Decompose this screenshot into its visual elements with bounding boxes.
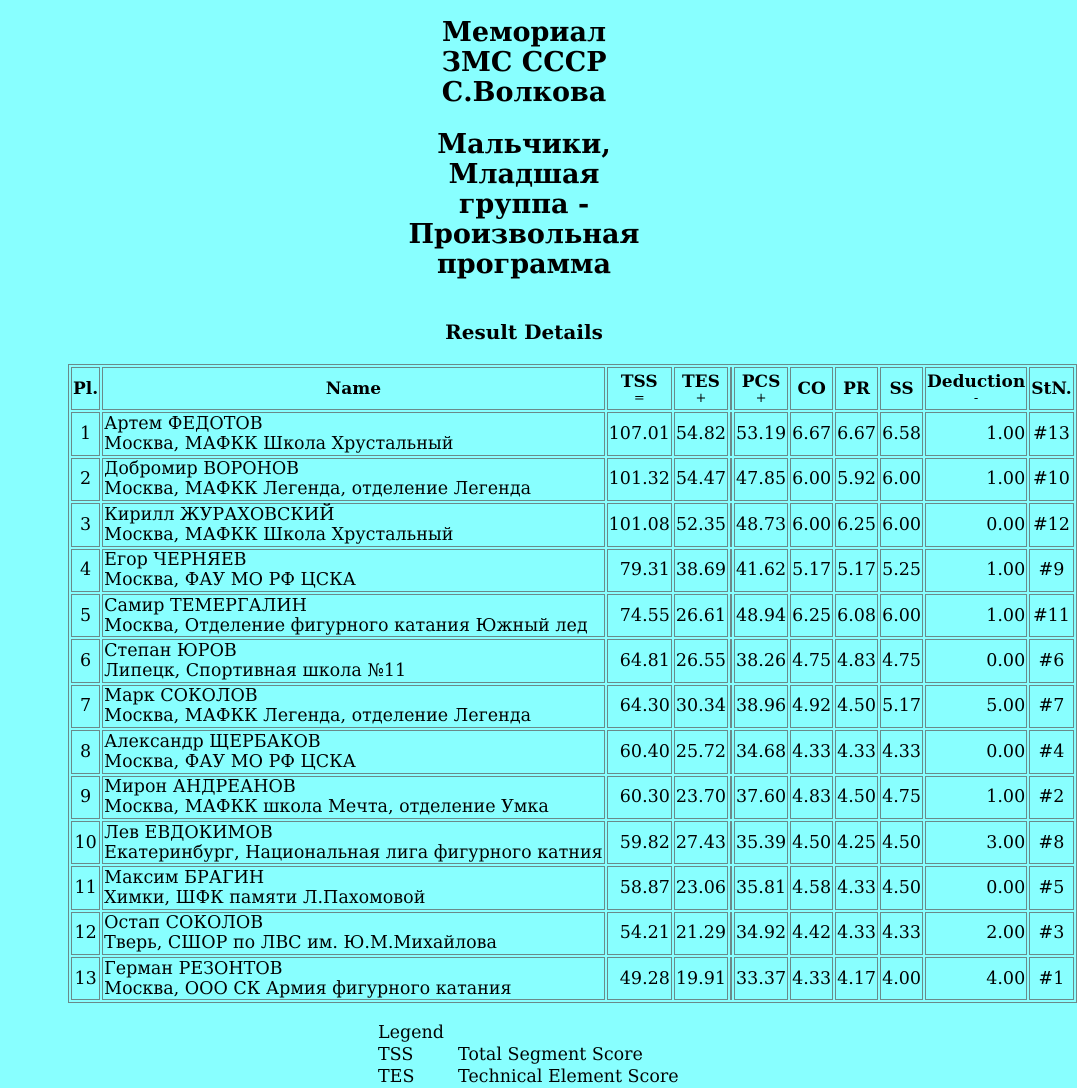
subtitle-line-2: Младшая bbox=[448, 159, 600, 190]
pr-cell: 4.25 bbox=[835, 821, 878, 864]
table-row bbox=[71, 866, 1074, 909]
skater-name: Герман РЕЗОНТОВ bbox=[104, 958, 283, 979]
pcs-cell: 41.62 bbox=[734, 549, 788, 592]
tes-cell: 23.06 bbox=[674, 866, 728, 909]
tes-cell: 23.70 bbox=[674, 776, 728, 819]
pcs-cell: 38.96 bbox=[734, 685, 788, 728]
spacer-cell bbox=[730, 821, 732, 864]
page-heading bbox=[0, 18, 1048, 280]
co-cell: 4.50 bbox=[790, 821, 833, 864]
deduction-cell: 1.00 bbox=[925, 549, 1027, 592]
header-co: CO bbox=[790, 367, 833, 410]
place-cell: 2 bbox=[71, 458, 100, 501]
skater-name: Кирилл ЖУРАХОВСКИЙ bbox=[104, 504, 335, 525]
spacer-cell bbox=[730, 458, 732, 501]
header-row bbox=[71, 367, 1074, 410]
deduction-cell: 4.00 bbox=[925, 957, 1027, 1000]
skater-club: Москва, МАФКК школа Мечта, отделение Умка bbox=[104, 797, 549, 818]
co-cell: 4.42 bbox=[790, 912, 833, 955]
ss-cell: 6.00 bbox=[880, 503, 923, 546]
spacer-cell bbox=[730, 685, 732, 728]
skater-club: Москва, ФАУ МО РФ ЦСКА bbox=[104, 570, 356, 591]
deduction-cell: 1.00 bbox=[925, 594, 1027, 637]
tes-cell: 30.34 bbox=[674, 685, 728, 728]
tes-cell: 26.61 bbox=[674, 594, 728, 637]
deduction-cell: 0.00 bbox=[925, 503, 1027, 546]
tes-cell: 25.72 bbox=[674, 730, 728, 773]
pcs-cell: 34.68 bbox=[734, 730, 788, 773]
legend-abbr: TSS bbox=[378, 1045, 414, 1065]
tes-cell: 19.91 bbox=[674, 957, 728, 1000]
pcs-cell: 35.81 bbox=[734, 866, 788, 909]
header-spacer bbox=[730, 367, 732, 410]
tss-cell: 79.31 bbox=[607, 549, 672, 592]
ss-cell: 6.00 bbox=[880, 594, 923, 637]
co-cell: 6.00 bbox=[790, 503, 833, 546]
header-deduction: Deduction - bbox=[925, 367, 1027, 410]
pcs-cell: 47.85 bbox=[734, 458, 788, 501]
stn-cell: #1 bbox=[1029, 957, 1074, 1000]
co-cell: 4.33 bbox=[790, 730, 833, 773]
pcs-cell: 37.60 bbox=[734, 776, 788, 819]
skater-club: Москва, ФАУ МО РФ ЦСКА bbox=[104, 751, 356, 772]
pcs-cell: 33.37 bbox=[734, 957, 788, 1000]
table-row bbox=[71, 912, 1074, 955]
table-row bbox=[71, 639, 1074, 682]
spacer-cell bbox=[730, 594, 732, 637]
title-line-3: С.Волкова bbox=[441, 77, 607, 108]
tss-cell: 60.30 bbox=[607, 776, 672, 819]
pr-cell: 6.67 bbox=[835, 412, 878, 455]
ss-cell: 4.33 bbox=[880, 730, 923, 773]
name-cell bbox=[102, 639, 605, 682]
place-cell: 7 bbox=[71, 685, 100, 728]
co-cell: 6.00 bbox=[790, 458, 833, 501]
stn-cell: #8 bbox=[1029, 821, 1074, 864]
co-cell: 4.75 bbox=[790, 639, 833, 682]
co-cell: 4.92 bbox=[790, 685, 833, 728]
name-cell bbox=[102, 957, 605, 1000]
ss-cell: 6.58 bbox=[880, 412, 923, 455]
table-row bbox=[71, 594, 1074, 637]
stn-cell: #10 bbox=[1029, 458, 1074, 501]
spacer-cell bbox=[730, 957, 732, 1000]
pr-cell: 4.50 bbox=[835, 685, 878, 728]
pr-cell: 6.08 bbox=[835, 594, 878, 637]
subtitle-line-1: Мальчики, bbox=[437, 129, 611, 160]
place-cell: 1 bbox=[71, 412, 100, 455]
ss-cell: 4.33 bbox=[880, 912, 923, 955]
header-pcs: PCS + bbox=[734, 367, 788, 410]
name-cell bbox=[102, 685, 605, 728]
tes-cell: 26.55 bbox=[674, 639, 728, 682]
skater-name: Егор ЧЕРНЯЕВ bbox=[104, 550, 247, 571]
pcs-cell: 48.94 bbox=[734, 594, 788, 637]
stn-cell: #12 bbox=[1029, 503, 1074, 546]
header-name: Name bbox=[102, 367, 605, 410]
pr-cell: 4.33 bbox=[835, 730, 878, 773]
place-cell: 4 bbox=[71, 549, 100, 592]
place-cell: 8 bbox=[71, 730, 100, 773]
place-cell: 5 bbox=[71, 594, 100, 637]
deduction-cell: 0.00 bbox=[925, 866, 1027, 909]
tss-cell: 54.21 bbox=[607, 912, 672, 955]
pr-cell: 5.92 bbox=[835, 458, 878, 501]
pr-cell: 6.25 bbox=[835, 503, 878, 546]
subtitle-line-5: программа bbox=[437, 249, 611, 280]
spacer-cell bbox=[730, 549, 732, 592]
header-tes: TES + bbox=[674, 367, 728, 410]
tes-cell: 54.47 bbox=[674, 458, 728, 501]
skater-name: Степан ЮРОВ bbox=[104, 641, 237, 662]
name-cell bbox=[102, 866, 605, 909]
pcs-cell: 34.92 bbox=[734, 912, 788, 955]
skater-name: Мирон АНДРЕАНОВ bbox=[104, 777, 296, 798]
table-row bbox=[71, 685, 1074, 728]
table-row bbox=[71, 821, 1074, 864]
spacer-cell bbox=[730, 866, 732, 909]
tes-cell: 21.29 bbox=[674, 912, 728, 955]
co-cell: 4.83 bbox=[790, 776, 833, 819]
skater-club: Москва, Отделение фигурного катания Южный лед bbox=[104, 615, 588, 636]
stn-cell: #6 bbox=[1029, 639, 1074, 682]
pr-cell: 5.17 bbox=[835, 549, 878, 592]
pcs-cell: 38.26 bbox=[734, 639, 788, 682]
header-pr: PR bbox=[835, 367, 878, 410]
ss-cell: 5.25 bbox=[880, 549, 923, 592]
stn-cell: #2 bbox=[1029, 776, 1074, 819]
ss-cell: 6.00 bbox=[880, 458, 923, 501]
tss-cell: 49.28 bbox=[607, 957, 672, 1000]
name-cell bbox=[102, 730, 605, 773]
place-cell: 13 bbox=[71, 957, 100, 1000]
deduction-cell: 1.00 bbox=[925, 458, 1027, 501]
results-table bbox=[68, 364, 1077, 1003]
ss-cell: 5.17 bbox=[880, 685, 923, 728]
name-cell bbox=[102, 549, 605, 592]
pr-cell: 4.50 bbox=[835, 776, 878, 819]
skater-club: Москва, МАФКК Школа Хрустальный bbox=[104, 434, 454, 455]
skater-club: Москва, ООО СК Армия фигурного катания bbox=[104, 978, 512, 999]
tss-cell: 101.08 bbox=[607, 503, 672, 546]
skater-name: Марк СОКОЛОВ bbox=[104, 686, 258, 707]
deduction-cell: 3.00 bbox=[925, 821, 1027, 864]
legend-desc: Technical Element Score bbox=[458, 1067, 679, 1087]
tss-cell: 64.30 bbox=[607, 685, 672, 728]
pcs-cell: 48.73 bbox=[734, 503, 788, 546]
legend-item bbox=[378, 1066, 679, 1088]
place-cell: 10 bbox=[71, 821, 100, 864]
tes-cell: 38.69 bbox=[674, 549, 728, 592]
header-ss: SS bbox=[880, 367, 923, 410]
co-cell: 4.33 bbox=[790, 957, 833, 1000]
stn-cell: #9 bbox=[1029, 549, 1074, 592]
table-row bbox=[71, 503, 1074, 546]
place-cell: 11 bbox=[71, 866, 100, 909]
pr-cell: 4.33 bbox=[835, 912, 878, 955]
table-row bbox=[71, 957, 1074, 1000]
skater-name: Лев ЕВДОКИМОВ bbox=[104, 822, 273, 843]
name-cell bbox=[102, 776, 605, 819]
pcs-cell: 35.39 bbox=[734, 821, 788, 864]
name-cell bbox=[102, 594, 605, 637]
table-row bbox=[71, 412, 1074, 455]
deduction-cell: 1.00 bbox=[925, 776, 1027, 819]
skater-club: Москва, МАФКК Легенда, отделение Легенда bbox=[104, 479, 532, 500]
subtitle-line-4: Произвольная bbox=[408, 219, 640, 250]
section-title: Result Details bbox=[445, 320, 603, 344]
skater-name: Остап СОКОЛОВ bbox=[104, 913, 264, 934]
skater-name: Самир ТЕМЕРГАЛИН bbox=[104, 595, 307, 616]
stn-cell: #13 bbox=[1029, 412, 1074, 455]
place-cell: 3 bbox=[71, 503, 100, 546]
table-row bbox=[71, 776, 1074, 819]
tss-cell: 59.82 bbox=[607, 821, 672, 864]
pr-cell: 4.33 bbox=[835, 866, 878, 909]
stn-cell: #11 bbox=[1029, 594, 1074, 637]
place-cell: 12 bbox=[71, 912, 100, 955]
co-cell: 6.25 bbox=[790, 594, 833, 637]
skater-club: Москва, МАФКК Легенда, отделение Легенда bbox=[104, 706, 532, 727]
ss-cell: 4.50 bbox=[880, 866, 923, 909]
deduction-cell: 1.00 bbox=[925, 412, 1027, 455]
name-cell bbox=[102, 912, 605, 955]
tes-cell: 54.82 bbox=[674, 412, 728, 455]
table-row bbox=[71, 549, 1074, 592]
skater-club: Химки, ШФК памяти Л.Пахомовой bbox=[104, 887, 426, 908]
skater-name: Артем ФЕДОТОВ bbox=[104, 414, 263, 435]
name-cell bbox=[102, 503, 605, 546]
legend-desc: Total Segment Score bbox=[458, 1045, 643, 1065]
spacer-cell bbox=[730, 912, 732, 955]
legend-abbr: TES bbox=[378, 1067, 415, 1087]
ss-cell: 4.00 bbox=[880, 957, 923, 1000]
skater-name: Максим БРАГИН bbox=[104, 867, 265, 888]
pr-cell: 4.17 bbox=[835, 957, 878, 1000]
stn-cell: #7 bbox=[1029, 685, 1074, 728]
header-pl: Pl. bbox=[71, 367, 100, 410]
subtitle-line-3: группа - bbox=[458, 189, 590, 220]
spacer-cell bbox=[730, 412, 732, 455]
tss-cell: 60.40 bbox=[607, 730, 672, 773]
name-cell bbox=[102, 458, 605, 501]
table-row bbox=[71, 730, 1074, 773]
skater-name: Александр ЩЕРБАКОВ bbox=[104, 731, 321, 752]
deduction-cell: 5.00 bbox=[925, 685, 1027, 728]
skater-club: Тверь, СШОР по ЛВС им. Ю.М.Михайлова bbox=[104, 933, 497, 954]
legend-item bbox=[378, 1044, 679, 1066]
header-stn: StN. bbox=[1029, 367, 1074, 410]
pr-cell: 4.83 bbox=[835, 639, 878, 682]
tss-cell: 58.87 bbox=[607, 866, 672, 909]
stn-cell: #5 bbox=[1029, 866, 1074, 909]
legend-title: Legend bbox=[378, 1023, 445, 1043]
co-cell: 5.17 bbox=[790, 549, 833, 592]
deduction-cell: 0.00 bbox=[925, 639, 1027, 682]
tss-cell: 107.01 bbox=[607, 412, 672, 455]
tss-cell: 101.32 bbox=[607, 458, 672, 501]
co-cell: 6.67 bbox=[790, 412, 833, 455]
tes-cell: 27.43 bbox=[674, 821, 728, 864]
skater-name: Добромир ВОРОНОВ bbox=[104, 459, 300, 480]
name-cell bbox=[102, 821, 605, 864]
deduction-cell: 2.00 bbox=[925, 912, 1027, 955]
name-cell bbox=[102, 412, 605, 455]
deduction-cell: 0.00 bbox=[925, 730, 1027, 773]
legend bbox=[378, 1022, 679, 1088]
spacer-cell bbox=[730, 503, 732, 546]
header-tss: TSS = bbox=[607, 367, 672, 410]
place-cell: 6 bbox=[71, 639, 100, 682]
spacer-cell bbox=[730, 730, 732, 773]
table-row bbox=[71, 458, 1074, 501]
title-line-2: ЗМС СССР bbox=[441, 47, 607, 78]
ss-cell: 4.50 bbox=[880, 821, 923, 864]
stn-cell: #4 bbox=[1029, 730, 1074, 773]
title-line-1: Мемориал bbox=[442, 17, 606, 48]
skater-club: Екатеринбург, Национальная лига фигурного катния bbox=[104, 842, 603, 863]
skater-club: Липецк, Спортивная школа №11 bbox=[104, 661, 407, 682]
place-cell: 9 bbox=[71, 776, 100, 819]
tss-cell: 74.55 bbox=[607, 594, 672, 637]
ss-cell: 4.75 bbox=[880, 639, 923, 682]
skater-club: Москва, МАФКК Школа Хрустальный bbox=[104, 524, 454, 545]
ss-cell: 4.75 bbox=[880, 776, 923, 819]
stn-cell: #3 bbox=[1029, 912, 1074, 955]
spacer-cell bbox=[730, 639, 732, 682]
tss-cell: 64.81 bbox=[607, 639, 672, 682]
tes-cell: 52.35 bbox=[674, 503, 728, 546]
pcs-cell: 53.19 bbox=[734, 412, 788, 455]
co-cell: 4.58 bbox=[790, 866, 833, 909]
spacer-cell bbox=[730, 776, 732, 819]
